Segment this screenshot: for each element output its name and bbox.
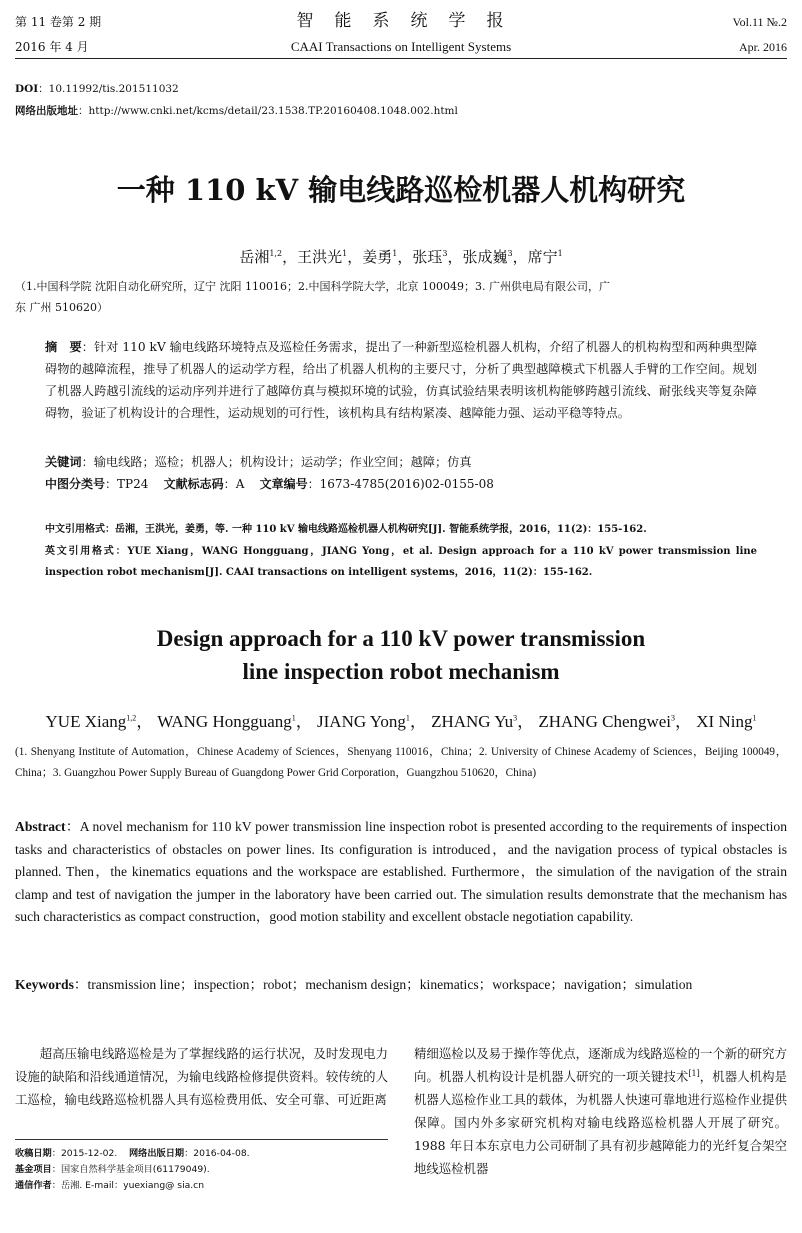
doi-line: DOI：10.11992/tis.201511032 — [15, 83, 179, 95]
author-name: WANG Hongguang — [157, 712, 292, 731]
header-journal-en: CAAI Transactions on Intelligent Systems — [290, 39, 512, 54]
author-affiliation-marker: 1 — [557, 249, 563, 258]
cite-cn-text: 岳湘，王洪光，姜勇，等. 一种 110 kV 输电线路巡检机器人机构研究[J]. 智能系统学报，2016，11(2)：155-162. — [115, 524, 647, 535]
author-affiliation-marker: 3 — [507, 249, 513, 258]
keywords-cn-label: 关键词 — [45, 455, 82, 469]
footnote-fund: 基金项目：国家自然科学基金项目(61179049). — [15, 1164, 210, 1175]
clc-label: 中图分类号 — [45, 477, 106, 491]
abstract-en-text: A novel mechanism for 110 kV power transmission line inspection robot is presented according to the requirements of inspection tasks and characteristics of obstacles on power lines. Its configuration is introduced，and the navigation process of typical obstacles is planned. Then，the kinematics equations and the workspace are established. Furthermore，the simulation of the navigation of the strain clamp and test of navigation the jumper in the laboratory have been carried out. The simulation results demonstrate that the mechanism has such characteristics as compact construction，good motion stability and excellent obstacle negotiation capability. — [15, 819, 787, 924]
keywords-cn: 关键词：输电线路；巡检；机器人；机构设计；运动学；作业空间；越障；仿真 — [45, 455, 472, 469]
author-name: YUE Xiang — [45, 712, 127, 731]
body-left-column: 超高压输电线路巡检是为了掌握线路的运行状况，及时发现电力设施的缺陷和沿线通道情况，为输电线路检修提供资料。较传统的人工巡检，输电线路巡检机器人具有巡检费用低、安全可靠、可近距离 — [15, 1046, 388, 1107]
affiliation-cn — [15, 276, 787, 318]
title-cn: 一种 110 kV 输电线路巡检机器人机构研究 — [116, 173, 686, 207]
header-date-cn: 2016 年 4 月 — [15, 40, 89, 54]
received-value: 2015-12-02. — [60, 1148, 118, 1159]
doi-label: DOI — [15, 83, 39, 95]
doi-value[interactable]: 10.11992/tis.201511032 — [48, 83, 179, 95]
abstract-en: Abstract：A novel mechanism for 110 kV power transmission line inspection robot is presented according to the requirements of inspection tasks and characteristics of obstacles on power lines. Its configuration is introduced，and the navigation process of typical obstacles is planned. Then，the kinematics equations and the workspace are established. Furthermore，the simulation of the navigation of the strain clamp and test of navigation the jumper in the laboratory have been carried out. The simulation results demonstrate that the mechanism has such characteristics as compact construction，good motion stability and excellent obstacle negotiation capability. — [15, 819, 787, 924]
cite-en-label: 英文引用格式 — [45, 546, 116, 557]
authors-cn: 岳湘$^{1,2}$，王洪光$^1$，姜勇$^1$，张珏$^3$，张成巍$^3$，席宁$^1$ — [239, 248, 563, 266]
header-rule — [15, 58, 787, 59]
author-name: 张成巍 — [462, 248, 508, 266]
author-name: 姜勇 — [362, 248, 393, 266]
author-name: ZHANG Yu — [431, 712, 514, 731]
body-right-column — [414, 1042, 787, 1180]
author-affiliation-marker: 1,2 — [126, 713, 137, 723]
footnote — [15, 1146, 388, 1194]
title-en — [0, 622, 802, 688]
classification-line: 中图分类号：TP24 文献标志码：A 文章编号：1673-4785(2016)02-0155-08 — [45, 477, 494, 491]
author-affiliation-marker: 1 — [405, 713, 410, 723]
published-value: 2016-04-08. — [193, 1148, 250, 1159]
author-affiliation-marker: 1 — [342, 249, 348, 258]
article-no-label: 文章编号 — [259, 477, 308, 491]
body-right-text-2: ，机器人机构是机器人巡检作业工具的载体，为机器人快速可靠地进行巡检作业提供保障。国内外多家研究机构对输电线路巡检机器人开展了研究。1988 年日本东京电力公司研制了具有初步越障能力的光纤复合架空地线巡检机器 — [414, 1069, 788, 1176]
corresponding-author-label: 通信作者 — [15, 1180, 52, 1191]
doc-code-label: 文献标志码 — [163, 477, 224, 491]
title-en-line2: line inspection robot mechanism — [242, 659, 560, 684]
author-name: JIANG Yong — [317, 712, 406, 731]
footnote-dates: 收稿日期：2015-12-02. 网络出版日期：2016-04-08. — [15, 1148, 250, 1159]
author-name: 张珏 — [412, 248, 443, 266]
fund-value: 国家自然科学基金项目(61179049). — [60, 1164, 210, 1175]
reference-marker[interactable]: [1] — [688, 1068, 700, 1078]
corresponding-author-value: 岳湘. E-mail：yuexiang@ sia.cn — [60, 1180, 205, 1191]
author-affiliation-marker: 3 — [671, 713, 676, 723]
cite-en-text: YUE Xiang，WANG Hongguang，JIANG Yong，et al. Design approach for a 110 kV power transmission line inspection robot mechanism[J]. CAAI transactions on intelligent systems，2016，11(2)：155-162. — [45, 546, 758, 578]
title-en-line1: Design approach for a 110 kV power transmission — [156, 626, 646, 651]
header-volume-en: Vol.11 №.2 — [732, 15, 787, 29]
body-right-text-1: 精细巡检以及易于操作等优点，逐渐成为线路巡检的一个新的研究方向。机器人机构设计是机器人研究的一项关键技术 — [414, 1046, 787, 1084]
clc-value: TP24 — [117, 477, 149, 491]
author-affiliation-marker: 1,2 — [269, 249, 283, 258]
abstract-en-label: Abstract — [15, 819, 66, 834]
keywords-en: Keywords：transmission line；inspection；robot；mechanism design；kinematics；workspace；navigation；simulation — [15, 977, 693, 992]
author-name: ZHANG Chengwei — [538, 712, 672, 731]
abstract-cn: 摘 要：针对 110 kV 输电线路环境特点及巡检任务需求，提出了一种新型巡检机器人机构，介绍了机器人的机构构型和两种典型障碍物的越障流程，推导了机器人的运动学方程，给出了机器人机构的主要尺寸，分析了典型越障模式下机器人手臂的工作空间。规划了机器人跨越引流线的运动序列并进行了越障仿真与模拟环境的试验，仿真试验结果表明该机构能够跨越引流线、耐张线夹等复杂障碍物，验证了机构设计的合理性，运动规划的可行性，该机构具有结构紧凑、越障能力强、运动平稳等特点。 — [45, 340, 758, 420]
received-label: 收稿日期 — [15, 1148, 52, 1159]
affiliation-en: (1. Shenyang Institute of Automation，Chinese Academy of Sciences，Shenyang 110016，China；2. University of Chinese Academy of Sciences，Beijing 100049，China；3. Guangzhou Power Supply Bureau of Guangdong Power Grid Corporation，Guangzhou 510620，China) — [15, 746, 787, 779]
keywords-cn-text: 输电线路；巡检；机器人；机构设计；运动学；作业空间；越障；仿真 — [93, 455, 472, 469]
author-name: 王洪光 — [297, 248, 343, 266]
keywords-en-label: Keywords — [15, 977, 74, 992]
author-affiliation-marker: 3 — [513, 713, 518, 723]
author-affiliation-marker: 1 — [752, 713, 757, 723]
online-url[interactable]: http://www.cnki.net/kcms/detail/23.1538.TP.20160408.1048.002.html — [88, 105, 458, 117]
fund-label: 基金项目 — [15, 1164, 52, 1175]
cite-cn: 中文引用格式：岳湘，王洪光，姜勇，等. 一种 110 kV 输电线路巡检机器人机构研究[J]. 智能系统学报，2016，11(2)：155-162. — [45, 524, 647, 535]
keywords-en-text: transmission line；inspection；robot；mechanism design；kinematics；workspace；navigation；simulation — [87, 977, 693, 992]
published-label: 网络出版日期 — [128, 1148, 185, 1159]
header-date-en: Apr. 2016 — [739, 40, 787, 54]
footnote-author: 通信作者：岳湘. E-mail：yuexiang@ sia.cn — [15, 1180, 205, 1191]
author-affiliation-marker: 1 — [291, 713, 296, 723]
abstract-cn-text: 针对 110 kV 输电线路环境特点及巡检任务需求，提出了一种新型巡检机器人机构，介绍了机器人的机构构型和两种典型障碍物的越障流程，推导了机器人的运动学方程，给出了机器人机构的主要尺寸，分析了典型越障模式下机器人手臂的工作空间。规划了机器人跨越引流线的运动序列并进行了越障仿真与模拟环境的试验，仿真试验结果表明该机构能够跨越引流线、耐张线夹等复杂障碍物，验证了机构设计的合理性，运动规划的可行性，该机构具有结构紧凑、越障能力强、运动平稳等特点。 — [45, 340, 758, 420]
author-name: XI Ning — [696, 712, 753, 731]
authors-en: YUE Xiang$^{1,2}$， WANG Hongguang$^1$， JIANG Yong$^1$， ZHANG Yu$^3$， ZHANG Chengwei$^3$， XI Ning$^1$ — [45, 712, 757, 731]
affiliation-cn-line1: （1.中国科学院 沈阳自动化研究所，辽宁 沈阳 110016；2.中国科学院大学，北京 100049；3. 广州供电局有限公司，广 — [15, 280, 610, 293]
online-line: 网络出版地址：http://www.cnki.net/kcms/detail/23.1538.TP.20160408.1048.002.html — [15, 105, 458, 117]
header-journal-cn: 智 能 系 统 学 报 — [296, 11, 506, 31]
affiliation-cn-line2: 东 广州 510620） — [15, 301, 108, 314]
author-affiliation-marker: 1 — [392, 249, 398, 258]
author-affiliation-marker: 3 — [442, 249, 448, 258]
cite-cn-label: 中文引用格式 — [45, 524, 105, 535]
doc-code-value: A — [235, 477, 245, 491]
article-no-value: 1673-4785(2016)02-0155-08 — [319, 477, 494, 491]
author-name: 席宁 — [527, 248, 558, 266]
author-name: 岳湘 — [239, 248, 270, 266]
cite-en: 英文引用格式：YUE Xiang，WANG Hongguang，JIANG Yong，et al. Design approach for a 110 kV power transmission line inspection robot mechanism[J]. CAAI transactions on intelligent systems，2016，11(2)：155-162. — [45, 546, 758, 578]
header-volume: 第 11 卷第 2 期 — [15, 15, 102, 29]
abstract-cn-label: 摘 要 — [45, 340, 82, 354]
online-label: 网络出版地址 — [15, 105, 78, 117]
footnote-rule — [15, 1139, 388, 1140]
